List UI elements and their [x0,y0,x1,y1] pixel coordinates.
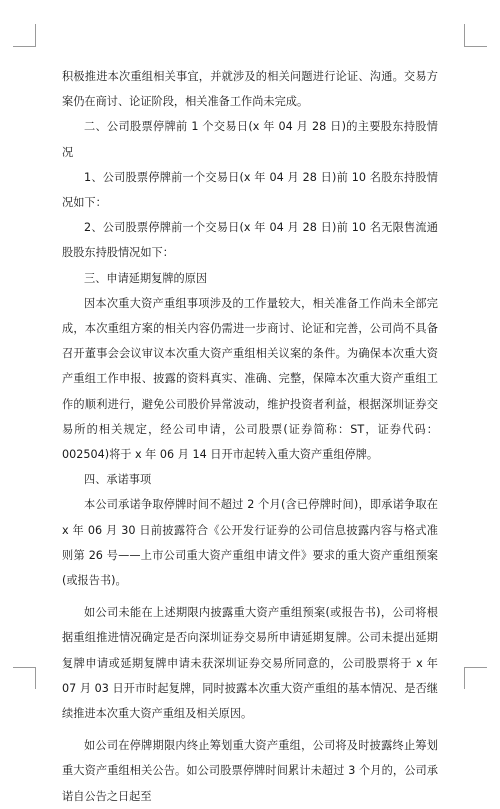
crop-mark-top-right-vertical [464,24,465,46]
crop-mark-top-left-vertical [35,24,36,46]
paragraph-spacer [62,593,438,600]
paragraph: 因本次重大资产重组事项涉及的工作量较大，相关准备工作尚未全部完成，本次重组方案的相关内容仍需进一步商讨、论证和完善，公司尚不具备召开董事会会议审议本次重大资产重组相关议案的条件。为确保本次重大资产重组工作申报、披露的资料真实、准确、完整，保障本次重大资产重组工作的顺利进行，避免公司股价异常波动，维护投资者利益，根据深圳证券交易所的相关规定，经公司申请，公司股票(证券简称：ST，证券代码：002504)将于 x 年 06 月 14 日开市起转入重大资产重组停牌。 [62,296,438,462]
paragraph: 如公司未能在上述期限内披露重大资产重组预案(或报告书)，公司将根据重组推进情况确定是否向深圳证券交易所申请延期复牌。公司未提出延期复牌申请或延期复牌申请未获深圳证券交易所同意的，公司股票将于 x 年 07 月 03 日开市时起复牌，同时披露本次重大资产重组的基本情况、是否继续推进本次重大资产重组及相关原因。 [62,606,438,721]
crop-mark-bottom-right-vertical [464,667,465,689]
paragraph: 本公司承诺争取停牌时间不超过 2 个月(含已停牌时间)，即承诺争取在 x 年 06 月 30 日前披露符合《公开发行证券的公司信息披露内容与格式准则第 26 号——上市公司重大资产重组申请文件》要求的重大资产重组预案(或报告书)。 [62,498,438,588]
crop-mark-bottom-left-vertical [35,667,36,689]
section-heading: 二、公司股票停牌前 1 个交易日(x 年 04 月 28 日)的主要股东持股情况 [62,120,438,159]
document-body [62,64,438,809]
crop-mark-bottom-right-horizontal [464,667,487,668]
crop-mark-bottom-left-horizontal [13,667,36,668]
paragraph-spacer [62,726,438,733]
section-heading: 四、承诺事项 [84,473,152,487]
paragraph: 1、公司股票停牌前一个交易日(x 年 04 月 28 日)前 10 名股东持股情况如下： [62,170,438,210]
paragraph: 如公司在停牌期限内终止筹划重大资产重组，公司将及时披露终止筹划重大资产重组相关公告。如公司股票停牌时间累计未超过 3 个月的，公司承诺自公告之日起至 [62,739,438,803]
paragraph: 积极推进本次重组相关事宜，并就涉及的相关问题进行论证、沟通。交易方案仍在商讨、论证阶段，相关准备工作尚未完成。 [62,70,438,109]
paragraph: 2、公司股票停牌前一个交易日(x 年 04 月 28 日)前 10 名无限售流通股股东持股情况如下： [62,221,438,260]
crop-mark-top-left-horizontal [13,46,36,47]
section-heading: 三、申请延期复牌的原因 [84,271,208,285]
crop-mark-top-right-horizontal [464,46,487,47]
